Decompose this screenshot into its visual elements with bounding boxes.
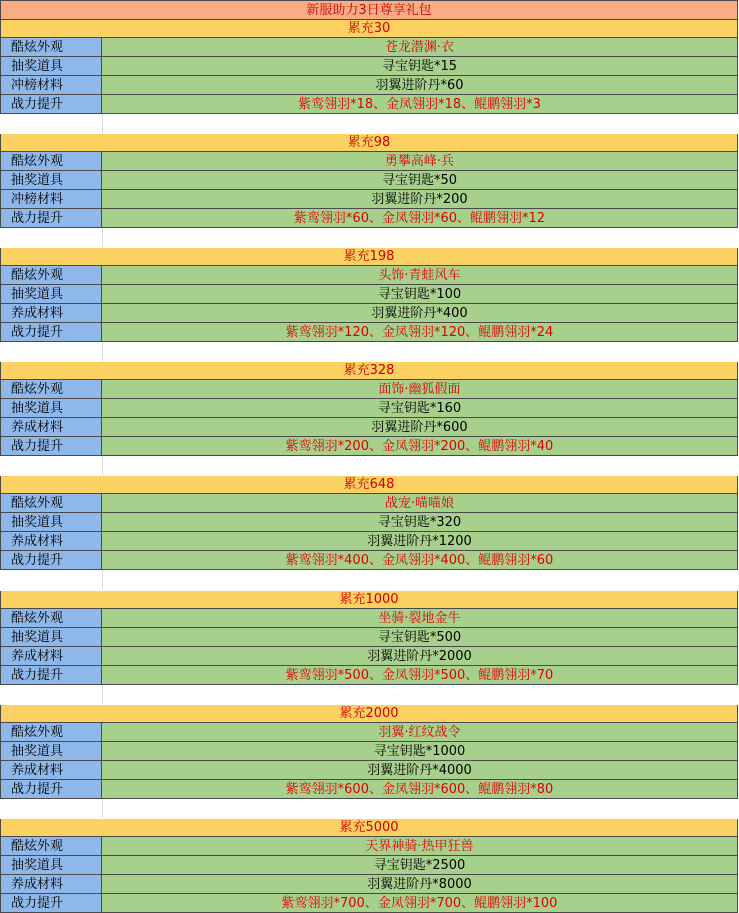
reward-category-label: 养成材料 — [0, 647, 102, 666]
reward-row — [0, 742, 738, 761]
reward-category-label: 抽奖道具 — [0, 742, 102, 761]
reward-value: 紫鸾翎羽*700、金凤翎羽*700、鲲鹏翎羽*100 — [102, 894, 738, 913]
reward-value: 坐骑·裂地金牛 — [102, 609, 738, 628]
reward-value: 紫鸾翎羽*600、金凤翎羽*600、鲲鹏翎羽*80 — [102, 780, 738, 799]
reward-category-label: 抽奖道具 — [0, 399, 102, 418]
reward-row — [0, 380, 738, 399]
reward-row — [0, 437, 738, 456]
tier-header-row — [0, 591, 738, 609]
reward-row — [0, 837, 738, 856]
tier-header-row — [0, 819, 738, 837]
tier-header-row — [0, 134, 738, 152]
reward-category-label: 抽奖道具 — [0, 513, 102, 532]
reward-row — [0, 95, 738, 114]
reward-category-label: 抽奖道具 — [0, 856, 102, 875]
sheet-title: 新服助力3日尊享礼包 — [0, 0, 738, 20]
reward-row — [0, 628, 738, 647]
reward-value: 紫鸾翎羽*500、金凤翎羽*500、鲲鹏翎羽*70 — [102, 666, 738, 685]
reward-value: 寻宝钥匙*500 — [102, 628, 738, 647]
reward-row — [0, 780, 738, 799]
reward-category-label: 战力提升 — [0, 95, 102, 114]
reward-category-label: 酷炫外观 — [0, 266, 102, 285]
reward-category-label: 酷炫外观 — [0, 152, 102, 171]
reward-value: 勇攀高峰·兵 — [102, 152, 738, 171]
reward-category-label: 酷炫外观 — [0, 494, 102, 513]
spacer-cell — [103, 799, 738, 818]
tier-header: 累充1000 — [0, 591, 738, 609]
reward-category-label: 战力提升 — [0, 666, 102, 685]
tier-header-row — [0, 705, 738, 723]
reward-value: 羽翼·红纹战令 — [102, 723, 738, 742]
reward-value: 战宠·喵喵娘 — [102, 494, 738, 513]
reward-category-label: 战力提升 — [0, 323, 102, 342]
reward-value: 头饰·青蛙风车 — [102, 266, 738, 285]
reward-category-label: 战力提升 — [0, 551, 102, 570]
spacer-cell — [0, 685, 103, 704]
reward-row — [0, 894, 738, 913]
reward-row — [0, 57, 738, 76]
spacer-cell — [0, 570, 103, 589]
tier-header: 累充2000 — [0, 705, 738, 723]
spacer-row — [0, 570, 738, 589]
reward-row — [0, 76, 738, 95]
tier-header: 累充5000 — [0, 819, 738, 837]
reward-value: 紫鸾翎羽*200、金凤翎羽*200、鲲鹏翎羽*40 — [102, 437, 738, 456]
reward-row — [0, 723, 738, 742]
reward-row — [0, 513, 738, 532]
spacer-row — [0, 114, 738, 133]
reward-value: 紫鸾翎羽*120、金凤翎羽*120、鲲鹏翎羽*24 — [102, 323, 738, 342]
reward-value: 羽翼进阶丹*600 — [102, 418, 738, 437]
reward-category-label: 抽奖道具 — [0, 628, 102, 647]
reward-row — [0, 38, 738, 57]
reward-value: 寻宝钥匙*320 — [102, 513, 738, 532]
reward-category-label: 战力提升 — [0, 780, 102, 799]
reward-value: 羽翼进阶丹*400 — [102, 304, 738, 323]
reward-value: 羽翼进阶丹*200 — [102, 190, 738, 209]
reward-value: 寻宝钥匙*160 — [102, 399, 738, 418]
reward-category-label: 酷炫外观 — [0, 380, 102, 399]
reward-row — [0, 304, 738, 323]
reward-value: 紫鸾翎羽*400、金凤翎羽*400、鲲鹏翎羽*60 — [102, 551, 738, 570]
reward-value: 寻宝钥匙*1000 — [102, 742, 738, 761]
reward-row — [0, 761, 738, 780]
reward-value: 面饰·幽狐假面 — [102, 380, 738, 399]
tier-header: 累充648 — [0, 476, 738, 494]
tier-header: 累充30 — [0, 20, 738, 38]
reward-category-label: 战力提升 — [0, 209, 102, 228]
reward-category-label: 酷炫外观 — [0, 609, 102, 628]
spacer-row — [0, 685, 738, 704]
spacer-row — [0, 799, 738, 818]
reward-row — [0, 190, 738, 209]
spacer-cell — [0, 114, 103, 133]
spacer-cell — [103, 114, 738, 133]
reward-category-label: 酷炫外观 — [0, 38, 102, 57]
reward-value: 紫鸾翎羽*60、金凤翎羽*60、鲲鹏翎羽*12 — [102, 209, 738, 228]
reward-value: 羽翼进阶丹*2000 — [102, 647, 738, 666]
tier-header-row — [0, 362, 738, 380]
reward-category-label: 战力提升 — [0, 894, 102, 913]
reward-value: 羽翼进阶丹*1200 — [102, 532, 738, 551]
reward-value: 羽翼进阶丹*8000 — [102, 875, 738, 894]
reward-category-label: 养成材料 — [0, 875, 102, 894]
tier-header: 累充328 — [0, 362, 738, 380]
reward-row — [0, 171, 738, 190]
tier-header-row — [0, 20, 738, 38]
spacer-row — [0, 342, 738, 361]
reward-row — [0, 418, 738, 437]
reward-category-label: 养成材料 — [0, 532, 102, 551]
reward-row — [0, 875, 738, 894]
reward-category-label: 酷炫外观 — [0, 723, 102, 742]
reward-value: 寻宝钥匙*15 — [102, 57, 738, 76]
reward-value: 苍龙潜渊·衣 — [102, 38, 738, 57]
reward-row — [0, 666, 738, 685]
reward-value: 寻宝钥匙*100 — [102, 285, 738, 304]
spacer-cell — [0, 456, 103, 475]
spacer-row — [0, 456, 738, 475]
reward-value: 天界神骑·热甲狂兽 — [102, 837, 738, 856]
reward-value: 寻宝钥匙*50 — [102, 171, 738, 190]
reward-value: 羽翼进阶丹*4000 — [102, 761, 738, 780]
tier-header-row — [0, 248, 738, 266]
tier-header: 累充98 — [0, 134, 738, 152]
reward-row — [0, 323, 738, 342]
reward-category-label: 冲榜材料 — [0, 76, 102, 95]
spacer-cell — [103, 685, 738, 704]
reward-category-label: 养成材料 — [0, 304, 102, 323]
reward-row — [0, 609, 738, 628]
reward-category-label: 战力提升 — [0, 437, 102, 456]
reward-value: 紫鸾翎羽*18、金凤翎羽*18、鲲鹏翎羽*3 — [102, 95, 738, 114]
reward-category-label: 抽奖道具 — [0, 285, 102, 304]
reward-row — [0, 647, 738, 666]
reward-category-label: 抽奖道具 — [0, 171, 102, 190]
tier-header-row — [0, 476, 738, 494]
spacer-cell — [103, 342, 738, 361]
reward-row — [0, 856, 738, 875]
reward-row — [0, 266, 738, 285]
spacer-cell — [103, 228, 738, 247]
reward-category-label: 冲榜材料 — [0, 190, 102, 209]
sheet-title-row — [0, 0, 738, 20]
reward-category-label: 养成材料 — [0, 761, 102, 780]
spacer-cell — [0, 342, 103, 361]
spacer-row — [0, 228, 738, 247]
reward-row — [0, 551, 738, 570]
reward-category-label: 酷炫外观 — [0, 837, 102, 856]
reward-row — [0, 399, 738, 418]
reward-value: 寻宝钥匙*2500 — [102, 856, 738, 875]
reward-row — [0, 152, 738, 171]
reward-row — [0, 494, 738, 513]
reward-category-label: 养成材料 — [0, 418, 102, 437]
tier-header: 累充198 — [0, 248, 738, 266]
reward-value: 羽翼进阶丹*60 — [102, 76, 738, 95]
reward-category-label: 抽奖道具 — [0, 57, 102, 76]
reward-row — [0, 209, 738, 228]
reward-row — [0, 532, 738, 551]
reward-row — [0, 285, 738, 304]
spacer-cell — [0, 799, 103, 818]
spacer-cell — [103, 456, 738, 475]
spacer-cell — [103, 570, 738, 589]
spacer-cell — [0, 228, 103, 247]
